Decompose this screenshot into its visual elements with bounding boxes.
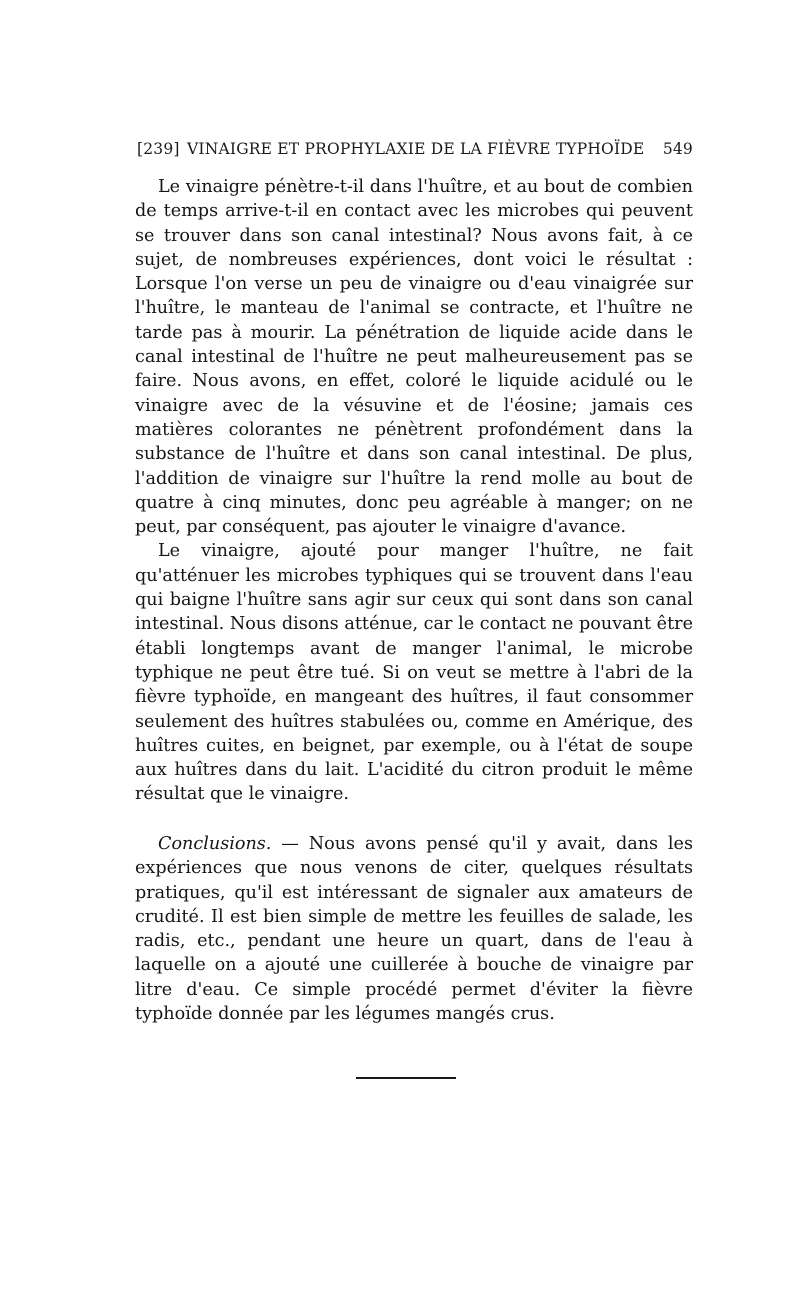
running-header	[137, 140, 695, 168]
paragraph-conclusions	[135, 832, 693, 1026]
paragraph-vinegar-penetration: Le vinaigre pénètre-t-il dans l'huître, et au bout de combien de temps arrive-t-il en contact avec les microbes qui peuvent se trouver dans son canal intestinal? Nous avons fait, à ce sujet, de nombreuses expériences, dont voici le résultat : Lorsque l'on verse un peu de vinaigre ou d'eau vinaigrée sur l'huître, le manteau de l'animal se contracte, et l'huître ne tarde pas à mourir. La pénétration de liquide acide dans le canal intestinal de l'huître ne peut malheureusement pas se faire. Nous avons, en effet, coloré le liquide acidulé ou le vinaigre avec de la vésuvine et de l'éosine; jamais ces matières colorantes ne pénètrent profondément dans la substance de l'huître et dans son canal intestinal. De plus, l'addition de vinaigre sur l'huître la rend molle au bout de quatre à cinq minutes, donc peu agréable à manger; on ne peut, par conséquent, pas ajouter le vinaigre d'avance.	[135, 177, 693, 538]
conclusions-lead: Conclusions.	[158, 834, 272, 854]
running-title: VINAIGRE ET PROPHYLAXIE DE LA FIÈVRE TYPHOÏDE	[187, 140, 645, 158]
conclusions-section	[135, 832, 693, 1026]
section-end-rule	[356, 1077, 456, 1079]
body-text	[135, 175, 693, 807]
paragraph-vinegar-attenuation: Le vinaigre, ajouté pour manger l'huître, ne fait qu'atténuer les microbes typhiques qui se trouvent dans l'eau qui baigne l'huître sans agir sur ceux qui sont dans son canal intestinal. Nous disons atténue, car le contact ne pouvant être établi longtemps avant de manger l'animal, le microbe typhique ne peut être tué. Si on veut se mettre à l'abri de la fièvre typhoïde, en mangeant des huîtres, il faut consommer seulement des huîtres stabulées ou, comme en Amérique, des huîtres cuites, en beignet, par exemple, ou à l'état de soupe aux huîtres dans du lait. L'acidité du citron produit le même résultat que le vinaigre.	[135, 541, 693, 805]
conclusions-text: — Nous avons pensé qu'il y avait, dans les expériences que nous venons de citer, quelques résultats pratiques, qu'il est intéressant de signaler aux amateurs de crudité. Il est bien simple de mettre les feuilles de salade, les radis, etc., pendant une heure un quart, dans de l'eau à laquelle on a ajouté une cuillerée à bouche de vinaigre par litre d'eau. Ce simple procédé permet d'éviter la fièvre typhoïde donnée par les légumes mangés crus.	[135, 834, 693, 1025]
header-reference: [239]	[137, 140, 180, 158]
page-number: 549	[662, 140, 693, 158]
